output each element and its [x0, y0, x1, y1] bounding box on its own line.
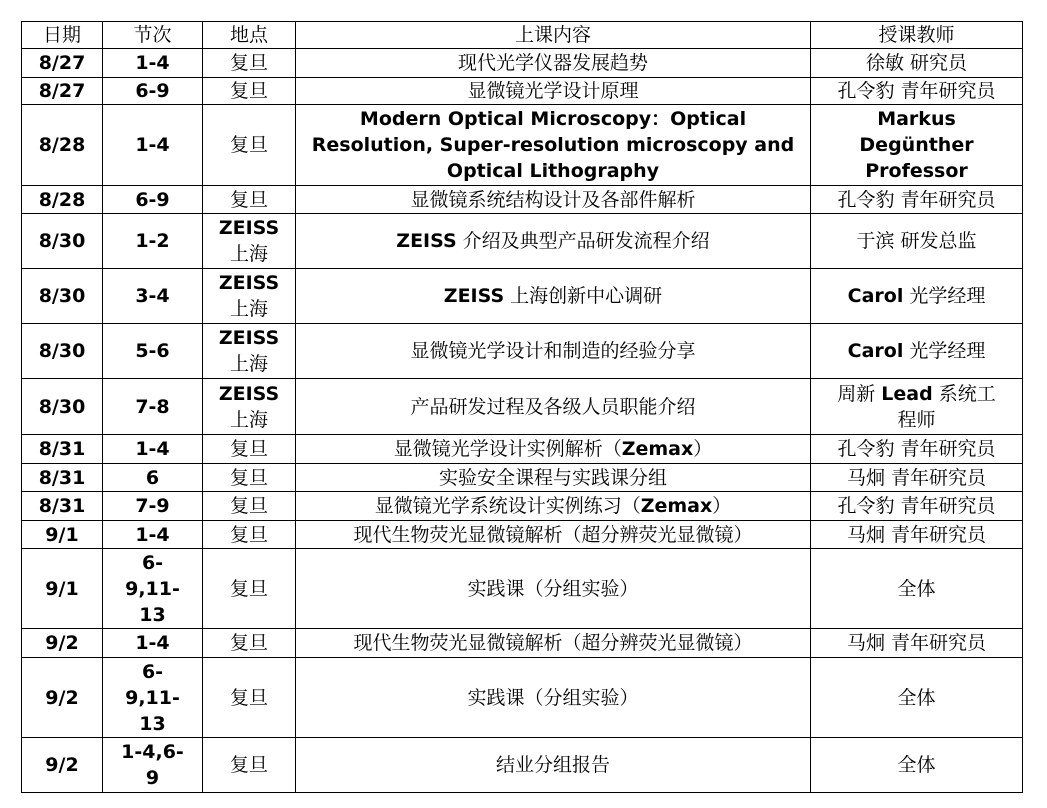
date-cell: 8/27 — [22, 78, 103, 105]
table-row — [22, 492, 1023, 521]
table-row — [22, 186, 1023, 214]
date-cell: 9/2 — [22, 629, 103, 658]
period-cell — [103, 738, 203, 793]
teacher-cell: 孔令豹 青年研究员 — [811, 492, 1023, 521]
location-line: ZEISS — [218, 272, 280, 294]
content-cell — [296, 435, 811, 464]
content-text: 显微镜光学设计实例解析（ — [393, 438, 622, 460]
table-row — [22, 521, 1023, 549]
location-cell: 复旦 — [203, 492, 296, 521]
location-cell: 复旦 — [203, 738, 296, 793]
content-cell: 显微镜光学设计和制造的经验分享 — [296, 324, 811, 379]
date-cell: 8/28 — [22, 105, 103, 186]
location-cell: 复旦 — [203, 49, 296, 78]
teacher-cell — [811, 324, 1023, 379]
period-cell: 6-9 — [103, 186, 203, 214]
header-teacher: 授课教师 — [811, 22, 1023, 49]
teacher-cell: 于滨 研发总监 — [811, 214, 1023, 269]
table-row — [22, 269, 1023, 324]
content-cell: 结业分组报告 — [296, 738, 811, 793]
date-cell: 8/31 — [22, 464, 103, 492]
date-cell: 8/27 — [22, 49, 103, 78]
period-line: 9,11- — [125, 686, 180, 709]
content-text: 介绍及典型产品研发流程介绍 — [456, 230, 710, 252]
period-cell: 1-2 — [103, 214, 203, 269]
table-row — [22, 435, 1023, 464]
table-row — [22, 629, 1023, 658]
content-line: Modern Optical Microscopy：Optical — [359, 108, 747, 130]
period-cell: 6 — [103, 464, 203, 492]
location-cell — [203, 324, 296, 379]
teacher-bold: Carol — [847, 340, 904, 362]
table-row — [22, 549, 1023, 629]
header-row — [22, 22, 1023, 49]
location-cell: 复旦 — [203, 464, 296, 492]
content-line: Optical Lithography — [446, 160, 660, 182]
teacher-cell — [811, 269, 1023, 324]
location-cell: 复旦 — [203, 435, 296, 464]
content-cell: 产品研发过程及各级人员职能介绍 — [296, 379, 811, 435]
content-cell — [296, 214, 811, 269]
teacher-cell: 全体 — [811, 658, 1023, 738]
location-line: 上海 — [229, 408, 268, 431]
content-text: 显微镜光学系统设计实例练习（ — [374, 495, 641, 517]
date-cell: 8/30 — [22, 324, 103, 379]
header-content: 上课内容 — [296, 22, 811, 49]
location-line: ZEISS — [218, 217, 280, 239]
table-row — [22, 738, 1023, 793]
teacher-line: Degünther — [859, 134, 974, 156]
period-cell: 1-4 — [103, 521, 203, 549]
teacher-cell: 全体 — [811, 549, 1023, 629]
location-line: ZEISS — [218, 382, 280, 405]
header-period: 节次 — [103, 22, 203, 49]
location-line: 上海 — [229, 353, 268, 375]
teacher-cell — [811, 379, 1023, 435]
location-cell: 复旦 — [203, 629, 296, 658]
content-cell: 实践课（分组实验） — [296, 658, 811, 738]
table-row — [22, 464, 1023, 492]
period-line: 1-4,6- — [121, 741, 184, 763]
period-cell — [103, 549, 203, 629]
teacher-bold: Lead — [881, 382, 933, 405]
teacher-text: 周新 — [837, 382, 882, 405]
period-line: 6- — [141, 551, 164, 574]
teacher-cell: 孔令豹 青年研究员 — [811, 78, 1023, 105]
date-cell: 8/30 — [22, 214, 103, 269]
period-line: 9 — [145, 767, 160, 789]
period-cell: 1-4 — [103, 49, 203, 78]
location-cell — [203, 269, 296, 324]
teacher-text: 光学经理 — [903, 340, 986, 362]
table-row — [22, 78, 1023, 105]
period-cell: 5-6 — [103, 324, 203, 379]
period-line: 13 — [139, 712, 166, 735]
teacher-cell: 马炯 青年研究员 — [811, 629, 1023, 658]
location-cell: 复旦 — [203, 78, 296, 105]
period-cell: 6-9 — [103, 78, 203, 105]
content-cell — [296, 105, 811, 186]
date-cell: 8/31 — [22, 492, 103, 521]
teacher-cell: 马炯 青年研究员 — [811, 464, 1023, 492]
teacher-line — [813, 381, 1020, 407]
table-row — [22, 658, 1023, 738]
header-date: 日期 — [22, 22, 103, 49]
content-cell: 显微镜光学设计原理 — [296, 78, 811, 105]
period-cell: 3-4 — [103, 269, 203, 324]
date-cell: 8/31 — [22, 435, 103, 464]
table-row — [22, 324, 1023, 379]
period-cell: 7-8 — [103, 379, 203, 435]
period-line: 13 — [139, 603, 166, 626]
date-cell: 8/28 — [22, 186, 103, 214]
location-cell: 复旦 — [203, 549, 296, 629]
teacher-text: 光学经理 — [903, 285, 986, 307]
content-cell — [296, 269, 811, 324]
content-cell: 显微镜系统结构设计及各部件解析 — [296, 186, 811, 214]
content-cell — [296, 492, 811, 521]
period-cell — [103, 658, 203, 738]
location-cell — [203, 214, 296, 269]
content-bold: ZEISS — [443, 285, 505, 307]
content-cell: 实验安全课程与实践课分组 — [296, 464, 811, 492]
content-cell: 现代光学仪器发展趋势 — [296, 49, 811, 78]
content-cell: 现代生物荧光显微镜解析（超分辨荧光显微镜） — [296, 521, 811, 549]
location-cell: 复旦 — [203, 105, 296, 186]
period-cell: 7-9 — [103, 492, 203, 521]
teacher-cell: 孔令豹 青年研究员 — [811, 186, 1023, 214]
date-cell: 9/1 — [22, 549, 103, 629]
location-cell: 复旦 — [203, 186, 296, 214]
table-row — [22, 214, 1023, 269]
teacher-cell: 全体 — [811, 738, 1023, 793]
location-cell — [203, 379, 296, 435]
content-text: 上海创新中心调研 — [504, 285, 663, 307]
teacher-cell — [811, 105, 1023, 186]
content-cell: 实践课（分组实验） — [296, 549, 811, 629]
date-cell: 9/2 — [22, 738, 103, 793]
location-line: 上海 — [229, 243, 268, 265]
content-text: ） — [693, 438, 713, 460]
date-cell: 9/2 — [22, 658, 103, 738]
schedule-table — [21, 21, 1023, 793]
date-cell: 8/30 — [22, 269, 103, 324]
table-row — [22, 105, 1023, 186]
date-cell: 9/1 — [22, 521, 103, 549]
period-cell: 1-4 — [103, 105, 203, 186]
header-location: 地点 — [203, 22, 296, 49]
period-line: 9,11- — [125, 577, 180, 600]
location-cell: 复旦 — [203, 521, 296, 549]
period-line: 6- — [141, 660, 164, 683]
period-cell: 1-4 — [103, 629, 203, 658]
table-row — [22, 49, 1023, 78]
table-row — [22, 379, 1023, 435]
teacher-line: Markus — [877, 108, 956, 130]
teacher-text: 系统工 — [932, 382, 996, 405]
content-text: ） — [712, 495, 732, 517]
location-line: ZEISS — [218, 327, 280, 349]
content-bold: Zemax — [640, 495, 713, 517]
teacher-cell: 徐敏 研究员 — [811, 49, 1023, 78]
date-cell: 8/30 — [22, 379, 103, 435]
content-line: Resolution, Super-resolution microscopy and — [311, 134, 795, 156]
teacher-cell: 孔令豹 青年研究员 — [811, 435, 1023, 464]
period-cell: 1-4 — [103, 435, 203, 464]
content-bold: Zemax — [621, 438, 694, 460]
teacher-line: Professor — [865, 160, 968, 182]
content-bold: ZEISS — [396, 230, 457, 252]
teacher-bold: Carol — [847, 285, 904, 307]
location-line: 上海 — [229, 298, 268, 320]
content-cell: 现代生物荧光显微镜解析（超分辨荧光显微镜） — [296, 629, 811, 658]
location-cell: 复旦 — [203, 658, 296, 738]
teacher-cell: 马炯 青年研究员 — [811, 521, 1023, 549]
teacher-line: 程师 — [897, 408, 936, 431]
